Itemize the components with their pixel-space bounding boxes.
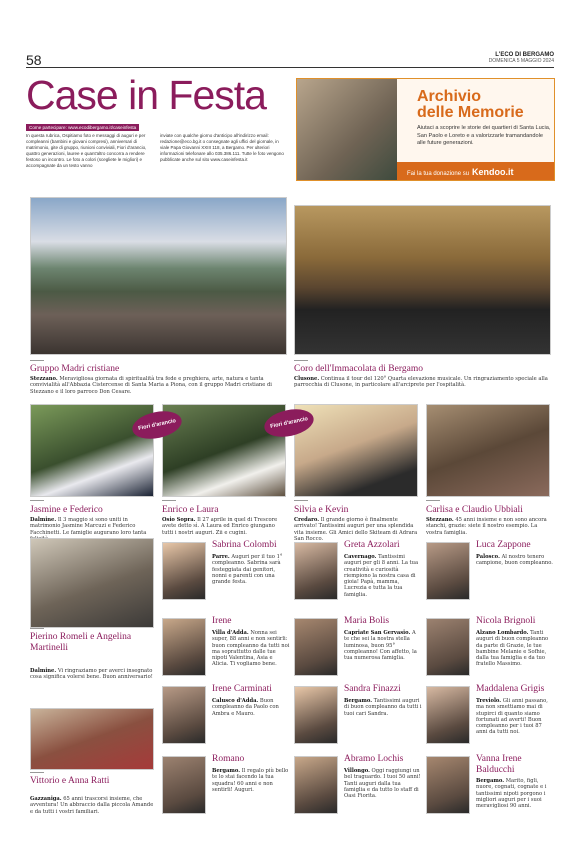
text: Buon compleanno da Paolo con Ambra e Mauro.	[212, 698, 279, 717]
newspaper-name: L'ECO DI BERGAMO	[495, 52, 554, 58]
grid-name: Romano	[212, 754, 245, 764]
text: 45 anni insieme e non sono ancora stanchi, grazie: siete il nostro esempio. La vostra famiglia.	[426, 517, 547, 536]
row2-text	[162, 517, 286, 536]
text: Tanti auguri di buon compleanno da parte di Grazie, le tue bambine Melanie e Sofhie, dalla tua famiglia e da tuo fratello Massimo.	[476, 630, 549, 668]
caption-rule	[30, 360, 44, 361]
portrait-photo	[294, 618, 338, 676]
grid-text	[344, 768, 422, 799]
place: Credaro.	[294, 517, 320, 523]
grid-text	[344, 554, 422, 598]
portrait-photo	[294, 686, 338, 744]
header-rule	[26, 67, 554, 68]
text: Auguri per il tuo 1° compleanno. Sabrina sarà festeggiata dai genitori, nonni e parenti con una grande festa.	[212, 554, 283, 586]
ad-title	[417, 89, 524, 121]
place: Gazzaniga.	[30, 796, 62, 802]
big-text-0	[30, 376, 287, 395]
portrait-photo	[426, 542, 470, 600]
text: 65 anni trascorsi insieme, che avventura! Un abbraccio dalla piccola Amande e da tutti i vostri familiari.	[30, 796, 154, 815]
grid-text	[344, 630, 422, 661]
grid-name: Abramo Lochis	[344, 754, 404, 764]
row2-name: Jasmine e Federico	[30, 505, 103, 515]
portrait-photo	[162, 686, 206, 744]
fiori-arancio-label: Fiori d'arancio	[130, 407, 185, 443]
issue-date: DOMENICA 5 MAGGIO 2024	[488, 58, 554, 64]
grid-name: Maddalena Grigis	[476, 684, 545, 694]
portrait-photo	[162, 542, 206, 600]
grid-name: Vanna Irene Balducchi	[476, 754, 522, 775]
grid-name: Sandra Finazzi	[344, 684, 401, 694]
photo-gruppo-madri	[30, 197, 287, 355]
photo-jasmine-federico	[30, 404, 154, 497]
intro-col-2: inviate con qualche giorno d'anticipo all'indirizzo email: redazione@eco.bg.it o consegnate agli uffici del giornale, in viale Papa Giovanni XXIII 118, a Bergamo. Per ulteriori informazioni telefonare allo 035.386.111. Tutte le foto vengono pubblicate anche sul sito www.caseinfesta.it	[160, 133, 284, 162]
grid-name: Irene Carminati	[212, 684, 272, 694]
place: Osio Sopra.	[162, 517, 196, 523]
grid-text	[212, 630, 290, 668]
photo-carlisa-claudio	[426, 404, 550, 497]
caption-rule	[162, 500, 176, 501]
contact-tag[interactable]: Come partecipare: www.ecodibergamo.it/caseinfesta	[26, 124, 139, 131]
place: Treviolo.	[476, 698, 502, 704]
text: Il regalo più bello te lo stai facendo la tua squadra! 60 anni e non sentirli! Auguri.	[212, 768, 289, 793]
place: Paloscо.	[476, 554, 500, 560]
photo-coro-immacolata	[294, 205, 551, 355]
row2-name: Enrico e Laura	[162, 505, 219, 515]
place: Stezzano.	[426, 517, 454, 523]
place: Alzano Lombardo.	[476, 630, 529, 636]
grid-name: Greta Azzolari	[344, 540, 400, 550]
text: Tantissimi auguri di buon compleanno da tutti i tuoi cari Sandra.	[344, 698, 422, 717]
portrait-photo	[162, 756, 206, 814]
text: Tantissimi auguri per gli 8 anni. La tua creatività e curiosità riempiono la nostra casa di gioia! Papà, mamma, Lucrezia e tutta la tua famiglia.	[344, 554, 419, 598]
page-number: 58	[26, 52, 42, 68]
grid-text	[476, 630, 554, 668]
grid-name: Sabrina Colombi	[212, 540, 277, 550]
grid-name: Nicola Brignoli	[476, 616, 536, 626]
advertisement[interactable]	[296, 78, 555, 181]
text: Meravigliosa giornata di spiritualità tra fede e preghiera, arte, natura e tanta convivialità all'Abbazia Cistercense di Santa Maria a Piona, con il gruppo Madri cristiane di Stezzano e il loro parroco Don Cesare.	[30, 376, 272, 395]
grid-name: Irene	[212, 616, 232, 626]
ad-title-line-2: delle Memorie	[417, 104, 524, 121]
place: Capriate San Gervasio.	[344, 630, 411, 636]
text: Il 3 maggio si sono uniti in matrimonio Jasmine Marcuzi e Federico Facchinetti. Le famiglie augurano loro tanta	[30, 517, 147, 536]
ad-brand: Kendoo.it	[472, 167, 514, 177]
big-text-1	[294, 376, 551, 389]
ad-cta-text: Fai la tua donazione su	[407, 171, 470, 177]
text: Al nostro tenero campione, buon compleanno.	[476, 554, 553, 567]
big-name-0: Gruppo Madri cristiane	[30, 364, 120, 374]
caption-rule	[30, 628, 44, 629]
left-text	[30, 668, 154, 681]
place: Dalmine.	[30, 668, 57, 674]
text: Nonna sei super, 88 anni e non sentirli: buon compleanno da tutti noi ma soprattutto dalle tue nipoti Valentina, Asia e Alicia. Ti vogliamo bene.	[212, 630, 290, 668]
place: Calusco d'Adda.	[212, 698, 259, 704]
ad-title-line-1: Archivio	[417, 88, 482, 105]
grid-text	[476, 778, 554, 809]
intro-col-1: In questa rubrica, Ospitiamo foto e messaggi di auguri e per compleanni (bambini e giovani compresi), anniversari di matrimonio, gite di gruppo, riunioni conviviali, Fiori d'arancio, quattro generazioni, lauree e quant'altro concorra a rendere festoso un incontro. Le foto a colori (scegliete le migliori) e accompagnate da un testo vanno	[26, 133, 147, 168]
ad-cta[interactable]	[397, 162, 554, 180]
left-text	[30, 796, 154, 815]
text: Gli anni passano, ma non smettiamo mai di stupirci di quanto siamo fortunati ad averti! Buon compleanno per i tuoi 87 anni da tutti noi.	[476, 698, 548, 736]
place: Bergamo.	[476, 778, 505, 784]
big-name-1: Coro dell'Immacolata di Bergamo	[294, 364, 423, 374]
portrait-photo	[294, 756, 338, 814]
grid-name: Maria Bolis	[344, 616, 390, 626]
text: Vi ringraziamo per averci insegnato cosa significa volersi bene. Buon anniversario!	[30, 668, 153, 681]
place: Clusone.	[294, 376, 320, 382]
grid-text	[212, 768, 290, 793]
place: Cavernago.	[344, 554, 377, 560]
photo-left-0	[30, 538, 154, 628]
text: A te che sei la nostra stella luminosa, buon 95° compleanno! Con affetto, la tua numerosa famiglia.	[344, 630, 417, 662]
text: Il grande giorno è finalmente arrivato! Tantissimi auguri per una splendida vita insieme. Gli Amici dello Skiteam di Adrara San Rocco.	[294, 517, 418, 542]
grid-text	[476, 698, 554, 736]
place: Villongo.	[344, 768, 370, 774]
portrait-photo	[294, 542, 338, 600]
caption-rule	[294, 500, 308, 501]
ad-photo	[297, 79, 397, 181]
caption-rule	[294, 360, 308, 361]
grid-text	[212, 554, 290, 585]
place: Parre.	[212, 554, 230, 560]
section-title: Case in Festa	[26, 72, 266, 118]
portrait-photo	[426, 686, 470, 744]
photo-left-1	[30, 708, 154, 770]
text: Marito, figli, nuore, cognati, cognate e i tantissimi nipoti porgono i migliori auguri per i suoi meravigliosi 90 anni.	[476, 778, 547, 810]
portrait-photo	[426, 756, 470, 814]
fiori-arancio-label: Fiori d'arancio	[262, 405, 317, 441]
newspaper-header	[489, 52, 554, 64]
place: Villa d'Adda.	[212, 630, 249, 636]
row2-text	[426, 517, 550, 536]
grid-text	[476, 554, 554, 567]
portrait-photo	[162, 618, 206, 676]
row2-name: Carlisa e Claudio Ubbiali	[426, 505, 523, 515]
grid-text	[212, 698, 290, 717]
place: Stezzano.	[30, 376, 58, 382]
grid-text	[344, 698, 422, 717]
portrait-photo	[426, 618, 470, 676]
caption-rule	[30, 772, 44, 773]
caption-rule	[426, 500, 440, 501]
ad-text: Aiutaci a scoprire le storie dei quartieri di Santa Lucia, San Paolo e Loreto e a valorizzarle tramandandole alle future generazioni.	[417, 125, 551, 146]
text: Oggi raggiungi un bel traguardo. I tuoi 50 anni! Tanti auguri dalla tua famiglia e da tutto lo staff di Oasi Fiorita.	[344, 768, 421, 800]
row2-name: Silvia e Kevin	[294, 505, 349, 515]
caption-rule	[30, 500, 44, 501]
text: Continua il tour del 120° Quarta elevazione musicale. Un ringraziamento speciale alla parrocchia di Clusone, in particolare all'arciprete per l'ospitalità.	[294, 376, 548, 389]
left-name: Pierino Romeli e Angelina Martinelli	[30, 632, 132, 653]
row2-text	[294, 517, 418, 542]
place: Dalmine.	[30, 517, 57, 523]
place: Bergamo.	[344, 698, 373, 704]
place: Bergamo.	[212, 768, 241, 774]
text: Il 27 aprile in quel di Trescore avete detto sì. A Laura ed Enrico giungano tutti i nostri auguri. Zii e cugini.	[162, 517, 278, 536]
left-name: Vittorio e Anna Ratti	[30, 776, 110, 786]
grid-name: Luca Zappone	[476, 540, 531, 550]
